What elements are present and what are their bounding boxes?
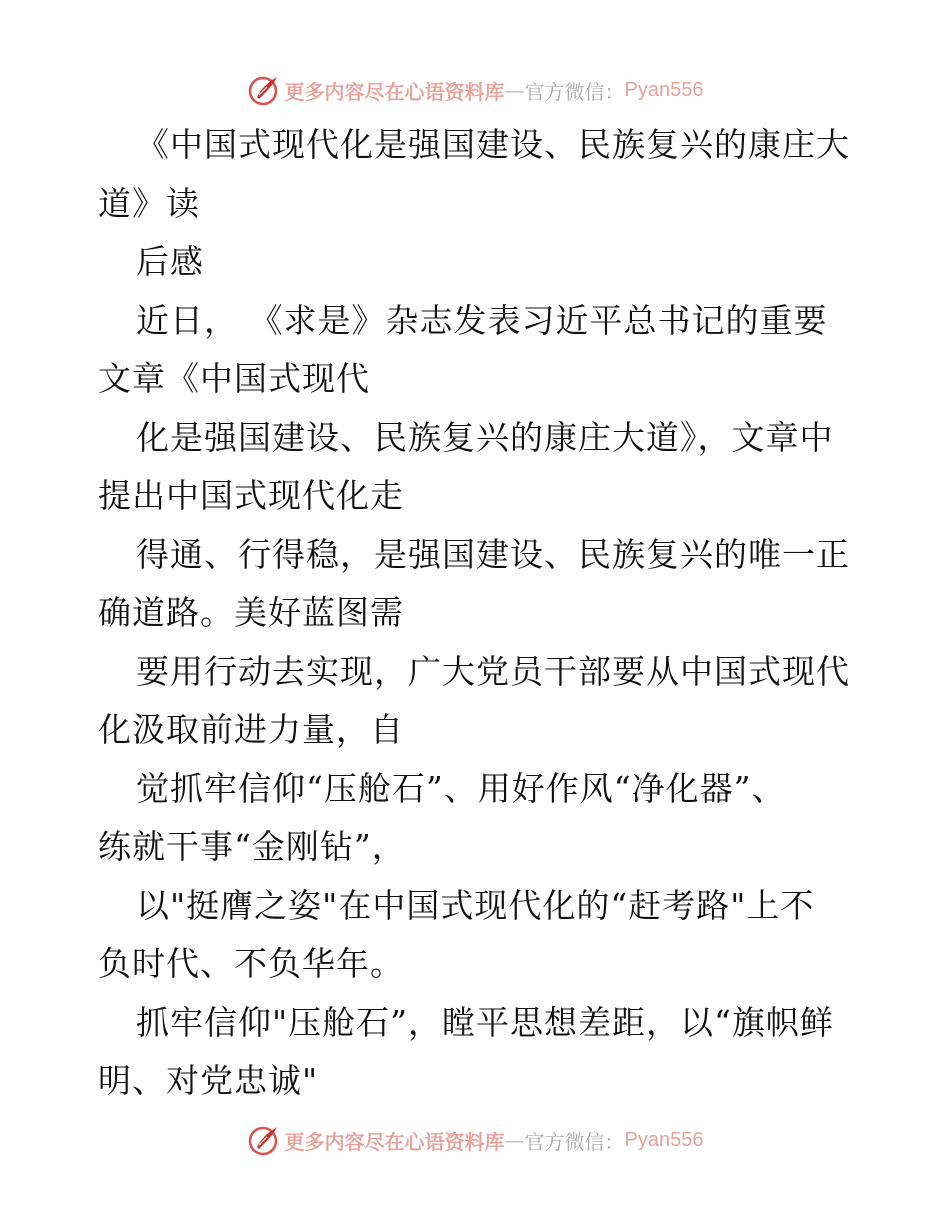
text-line: 道》读 bbox=[98, 183, 200, 223]
watermark-footer bbox=[0, 1120, 950, 1160]
watermark-separator: — bbox=[504, 1128, 525, 1152]
watermark-wechat-id: Pyan556 bbox=[624, 78, 704, 101]
text-line: 化是强国建设、民族复兴的康庄大道》，文章中 bbox=[136, 417, 834, 457]
document-body bbox=[98, 116, 858, 1111]
watermark-main-text: 更多内容尽在心语资料库 bbox=[284, 79, 505, 104]
text-line: 得通、行得稳，是强国建设、民族复兴的唯一正 bbox=[136, 534, 850, 574]
text-line: 抓牢信仰"压舱石”，瞠平思想差距，以“旗帜鲜 bbox=[136, 1002, 834, 1042]
text-line: 提出中国式现代化走 bbox=[98, 476, 404, 515]
quill-logo-icon bbox=[247, 73, 281, 107]
text-line: 化汲取前进力量，自 bbox=[98, 710, 404, 749]
text-line: 要用行动去实现，广大党员干部要从中国式现代 bbox=[136, 651, 850, 691]
text-line: 《中国式现代化是强国建设、民族复兴的康庄大 bbox=[136, 125, 850, 164]
text-line: 文章《中国式现代 bbox=[98, 359, 370, 398]
watermark-main-text: 更多内容尽在心语资料库 bbox=[284, 1129, 505, 1154]
watermark-header bbox=[0, 70, 950, 110]
watermark-separator: — bbox=[504, 78, 525, 102]
watermark-wechat-label: 官方微信： bbox=[524, 79, 625, 104]
text-line: 后感 bbox=[136, 242, 204, 281]
text-line: 以"挺膺之姿"在中国式现代化的“赶考路"上不 bbox=[136, 885, 815, 925]
text-line: 确道路。美好蓝图需 bbox=[98, 593, 404, 632]
quill-logo-icon bbox=[247, 1123, 281, 1157]
text-line: 近日， 《求是》杂志发表习近平总书记的重要 bbox=[136, 300, 828, 340]
text-line: 负时代、不负华年。 bbox=[98, 944, 404, 983]
watermark-wechat-label: 官方微信： bbox=[524, 1129, 625, 1154]
text-line: 练就干事“金刚钻”， bbox=[98, 827, 406, 866]
text-line: 觉抓牢信仰“压舱石”、用好作风“净化器”、 bbox=[136, 768, 786, 808]
text-line: 明、对党忠诚" bbox=[98, 1061, 319, 1100]
watermark-wechat-id: Pyan556 bbox=[624, 1128, 704, 1151]
